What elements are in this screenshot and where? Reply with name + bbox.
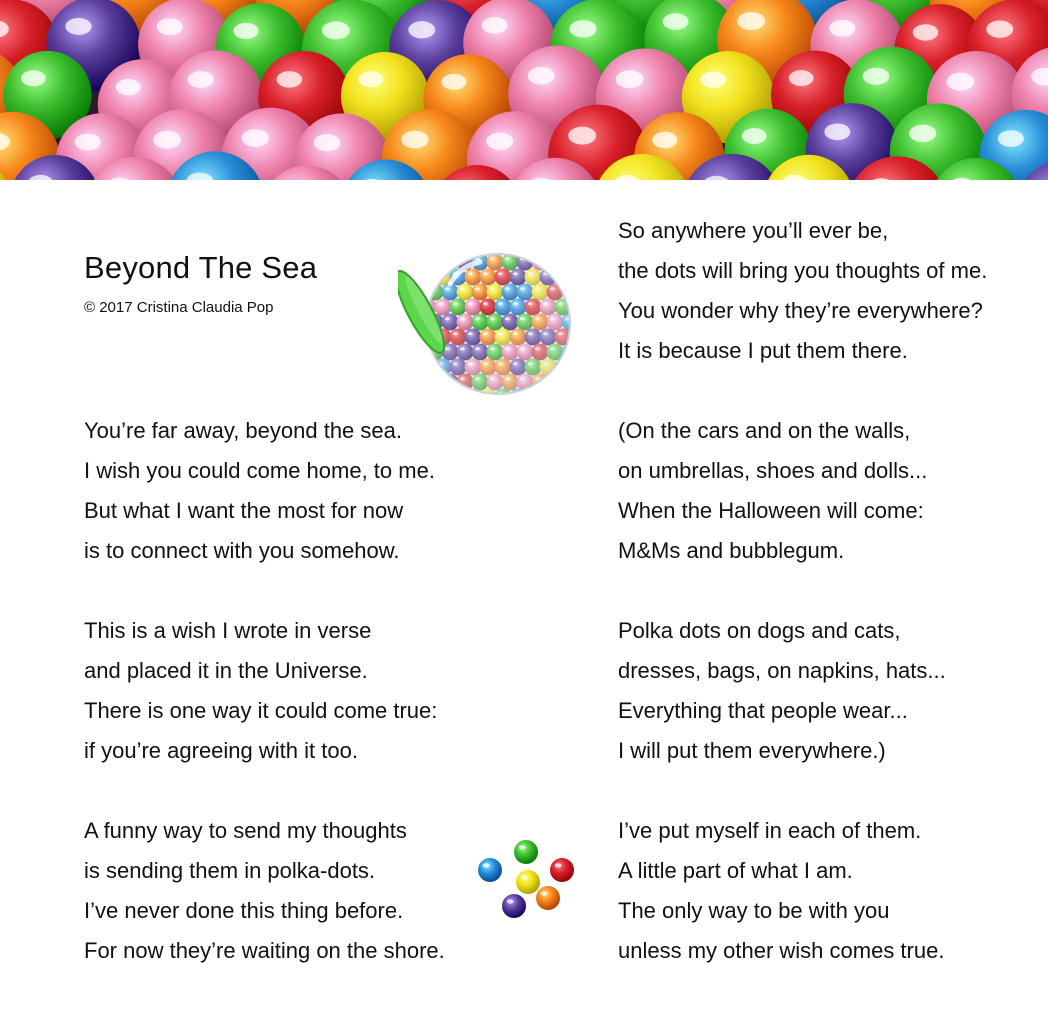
jar-gumball	[435, 389, 452, 405]
jar-gumball	[540, 389, 557, 405]
poem-line: It is because I put them there.	[618, 338, 908, 363]
jar-gumball	[547, 374, 564, 391]
poem-line: I’ve never done this thing before.	[84, 898, 404, 923]
jar-gumball	[525, 389, 542, 405]
cluster-gumball	[516, 870, 540, 894]
jar-gumball	[562, 254, 579, 271]
cluster-gumball	[502, 894, 526, 918]
poem-line: the dots will bring you thoughts of me.	[618, 258, 988, 283]
poem-line: is to connect with you somehow.	[84, 538, 400, 563]
poem-line: Polka dots on dogs and cats,	[618, 618, 901, 643]
poem-line: I’ve put myself in each of them.	[618, 818, 922, 843]
poem-line: (On the cars and on the walls,	[618, 418, 911, 443]
stanza	[618, 211, 987, 371]
stanza	[618, 411, 927, 571]
jar-gumball	[427, 374, 444, 391]
jar-gumball	[555, 389, 572, 405]
cluster-gumball	[478, 858, 502, 882]
poem-line: The only way to be with you	[618, 898, 890, 923]
poem-line: So anywhere you’ll ever be,	[618, 218, 889, 243]
jar-gumball	[420, 269, 437, 286]
jar-gumball	[547, 254, 564, 271]
jar-gumball	[427, 254, 444, 271]
stanza	[84, 611, 437, 771]
poem-line: You’re far away, beyond the sea.	[84, 418, 402, 443]
stanza	[84, 811, 445, 971]
cluster-gumball	[550, 858, 574, 882]
jar-gumball	[450, 389, 467, 405]
poem-line: if you’re agreeing with it too.	[84, 738, 358, 763]
jar-gumball	[420, 359, 437, 376]
poem-line: A little part of what I am.	[618, 858, 853, 883]
cluster-gumball	[514, 840, 538, 864]
gumball-cluster-image	[474, 836, 578, 922]
copyright-notice: © 2017 Cristina Claudia Pop	[84, 299, 274, 316]
poem-line: There is one way it could come true:	[84, 698, 438, 723]
poem-line: on umbrellas, shoes and dolls...	[618, 458, 928, 483]
poem-line: Everything that people wear...	[618, 698, 908, 723]
stanza	[618, 611, 946, 771]
poem-line: You wonder why they’re everywhere?	[618, 298, 983, 323]
poem-line: For now they’re waiting on the shore.	[84, 938, 445, 963]
poem-line: I will put them everywhere.)	[618, 738, 886, 763]
gumballs-banner-image	[0, 0, 1048, 180]
jar-gumball	[420, 389, 437, 405]
poem-line: A funny way to send my thoughts	[84, 818, 407, 843]
poem-line: and placed it in the Universe.	[84, 658, 368, 683]
jar-gumball	[562, 374, 579, 391]
poem-line: But what I want the most for now	[84, 498, 404, 523]
stanza	[618, 811, 944, 971]
gumball-jar-image	[398, 232, 580, 404]
poem-line: is sending them in polka-dots.	[84, 858, 376, 883]
poem-line: M&Ms and bubblegum.	[618, 538, 845, 563]
stanza	[84, 411, 435, 571]
poem-line: dresses, bags, on napkins, hats...	[618, 658, 946, 683]
poem-line: unless my other wish comes true.	[618, 938, 945, 963]
cluster-gumball	[536, 886, 560, 910]
poem-line: This is a wish I wrote in verse	[84, 618, 372, 643]
poem-line: I wish you could come home, to me.	[84, 458, 435, 483]
poem-line: When the Halloween will come:	[618, 498, 924, 523]
poem-title: Beyond The Sea	[84, 250, 318, 285]
